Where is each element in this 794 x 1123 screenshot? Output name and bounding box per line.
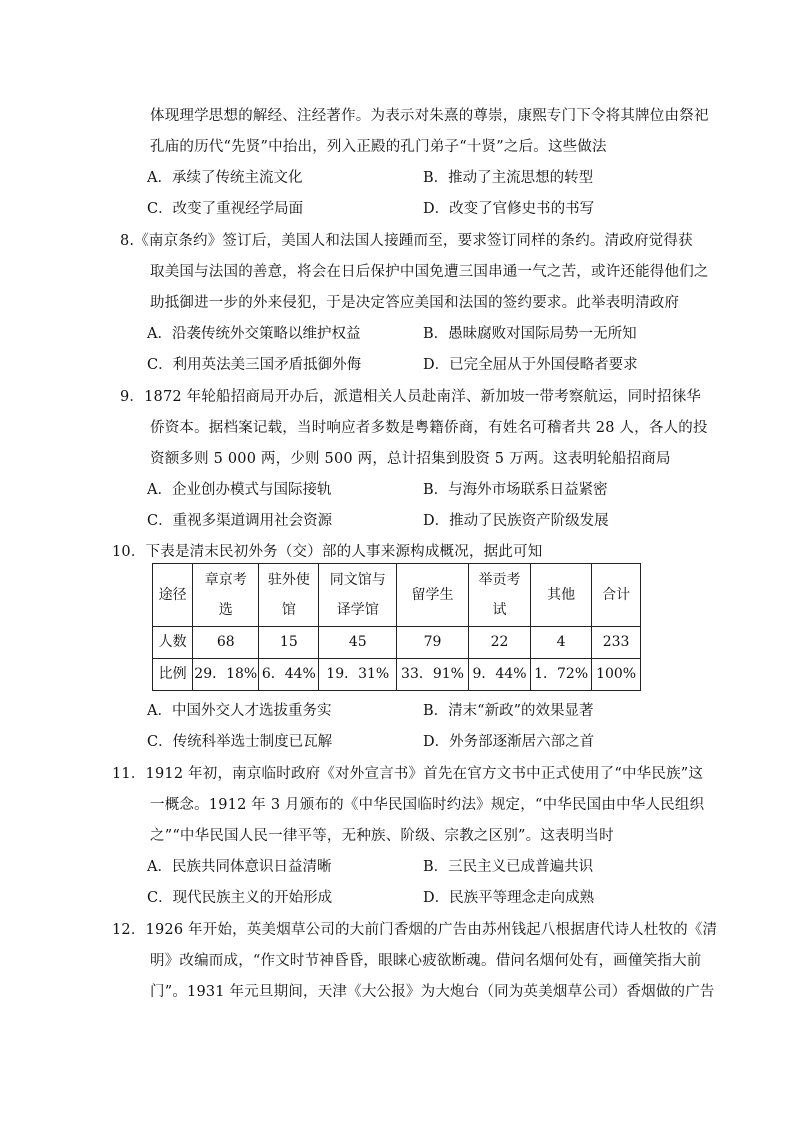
q8-stem-line-1: 8.《南京条约》签订后，美国人和法国人接踵而至，要求签订同样的条约。清政府觉得获 <box>120 233 693 249</box>
q9-stem-line-1: 9．1872 年轮船招商局开办后，派遣相关人员赴南洋、新加坡一带考察航运，同时招徕华 <box>120 389 702 405</box>
q11-stem-line-1: 11．1912 年初，南京临时政府《对外宣言书》首先在官方文书中正式使用了“中华民族”这 <box>112 766 704 782</box>
q12-stem-line-1: 12．1926 年开始，英美烟草公司的大前门香烟的广告由苏州钱起八根据唐代诗人杜牧的《清 <box>112 922 718 938</box>
table-cell: 19．31% <box>319 659 397 691</box>
q7-stem-line-2: 孔庙的历代“先贤”中抬出，列入正殿的孔门弟子“十贤”之后。这些做法 <box>150 139 607 155</box>
q11-stem-line-2: 一概念。1912 年 3 月颁布的《中华民国临时约法》规定，“中华民国由中华人民组织 <box>150 797 705 813</box>
table-header-row <box>153 564 641 627</box>
table-cell: 6．44% <box>259 659 319 691</box>
q9-stem-line-2: 侨资本。据档案记载，当时响应者多数是粤籍侨商，有姓名可稽者共 28 人，各人的投 <box>150 420 708 436</box>
q12-stem-line-3: 门”。1931 年元旦期间，天津《大公报》为大炮台（同为英美烟草公司）香烟做的广告 <box>150 984 715 1000</box>
table-cell: 比例 <box>153 659 193 691</box>
q8-option-b[interactable]: B．愚昧腐败对国际局势一无所知 <box>423 326 637 342</box>
q10-stem: 10．下表是清末民初外务（交）部的人事来源构成概况，据此可知 <box>112 544 543 560</box>
table-cell: 100% <box>592 659 641 691</box>
q10-option-c[interactable]: C．传统科举选士制度已瓦解 <box>147 734 333 750</box>
q8-option-a[interactable]: A．沿袭传统外交策略以维护权益 <box>147 326 361 342</box>
q7-stem-line-1: 体现理学思想的解经、注经著作。为表示对朱熹的尊崇，康熙专门下令将其牌位由祭祀 <box>150 108 709 124</box>
table-header-cell: 举贡考 试 <box>468 564 530 627</box>
q8-stem-line-3: 助抵御进一步的外来侵犯，于是决定答应美国和法国的签约要求。此举表明清政府 <box>150 295 680 311</box>
q9-stem-line-3: 资额多则 5 000 两，少则 500 两，总计招集到股资 5 万两。这表明轮船招商局 <box>150 451 671 467</box>
table-header-cell: 合计 <box>592 564 641 627</box>
table-row <box>153 627 641 659</box>
table-cell: 45 <box>319 627 397 659</box>
q9-option-c[interactable]: C．重视多渠道调用社会资源 <box>147 513 333 529</box>
q10-option-b[interactable]: B．清末“新政”的效果显著 <box>423 703 594 719</box>
q9-option-d[interactable]: D．推动了民族资产阶级发展 <box>423 513 609 529</box>
table-cell: 68 <box>193 627 259 659</box>
q7-option-d[interactable]: D．改变了官修史书的书写 <box>423 201 595 217</box>
table-row <box>153 659 641 691</box>
table-header-cell: 同文馆与 译学馆 <box>319 564 397 627</box>
table-header-cell: 驻外使 馆 <box>259 564 319 627</box>
personnel-source-table <box>152 563 641 691</box>
q11-option-c[interactable]: C．现代民族主义的开始形成 <box>147 890 333 906</box>
table-header-cell: 留学生 <box>397 564 469 627</box>
q10-option-a[interactable]: A．中国外交人才选拔重务实 <box>147 703 332 719</box>
table-header-cell: 章京考 选 <box>193 564 259 627</box>
table-cell: 人数 <box>153 627 193 659</box>
q11-option-b[interactable]: B．三民主义已成普遍共识 <box>423 859 594 875</box>
q12-stem-line-2: 明》改编而成，“作文时节神昏昏，眼睐心疲欲断魂。借问名烟何处有，画僮笑指大前 <box>150 953 702 969</box>
q8-option-c[interactable]: C．利用英法美三国矛盾抵御外侮 <box>147 357 362 373</box>
table-cell: 15 <box>259 627 319 659</box>
table-cell: 79 <box>397 627 469 659</box>
table-header-cell: 途径 <box>153 564 193 627</box>
q7-option-a[interactable]: A．承续了传统主流文化 <box>147 170 303 186</box>
q9-option-a[interactable]: A．企业创办模式与国际接轨 <box>147 482 332 498</box>
q11-option-d[interactable]: D．民族平等理念走向成熟 <box>423 890 595 906</box>
table-cell: 1．72% <box>531 659 592 691</box>
table-cell: 33．91% <box>397 659 469 691</box>
q10-option-d[interactable]: D．外务部逐渐居六部之首 <box>423 734 595 750</box>
q7-option-b[interactable]: B．推动了主流思想的转型 <box>423 170 594 186</box>
q8-stem-line-2: 取美国与法国的善意，将会在日后保护中国免遭三国串通一气之苦，或许还能得他们之 <box>150 264 709 280</box>
table-cell: 9．44% <box>468 659 530 691</box>
q7-option-c[interactable]: C．改变了重视经学局面 <box>147 201 304 217</box>
q11-option-a[interactable]: A．民族共同体意识日益清晰 <box>147 859 332 875</box>
table-cell: 29．18% <box>193 659 259 691</box>
table-cell: 22 <box>468 627 530 659</box>
table-header-cell: 其他 <box>531 564 592 627</box>
q8-option-d[interactable]: D．已完全屈从于外国侵略者要求 <box>423 357 638 373</box>
q9-option-b[interactable]: B．与海外市场联系日益紧密 <box>423 482 608 498</box>
table-cell: 233 <box>592 627 641 659</box>
table-cell: 4 <box>531 627 592 659</box>
q11-stem-line-3: 之”“中华民国人民一律平等，无种族、阶级、宗教之区别”。这表明当时 <box>150 828 614 844</box>
